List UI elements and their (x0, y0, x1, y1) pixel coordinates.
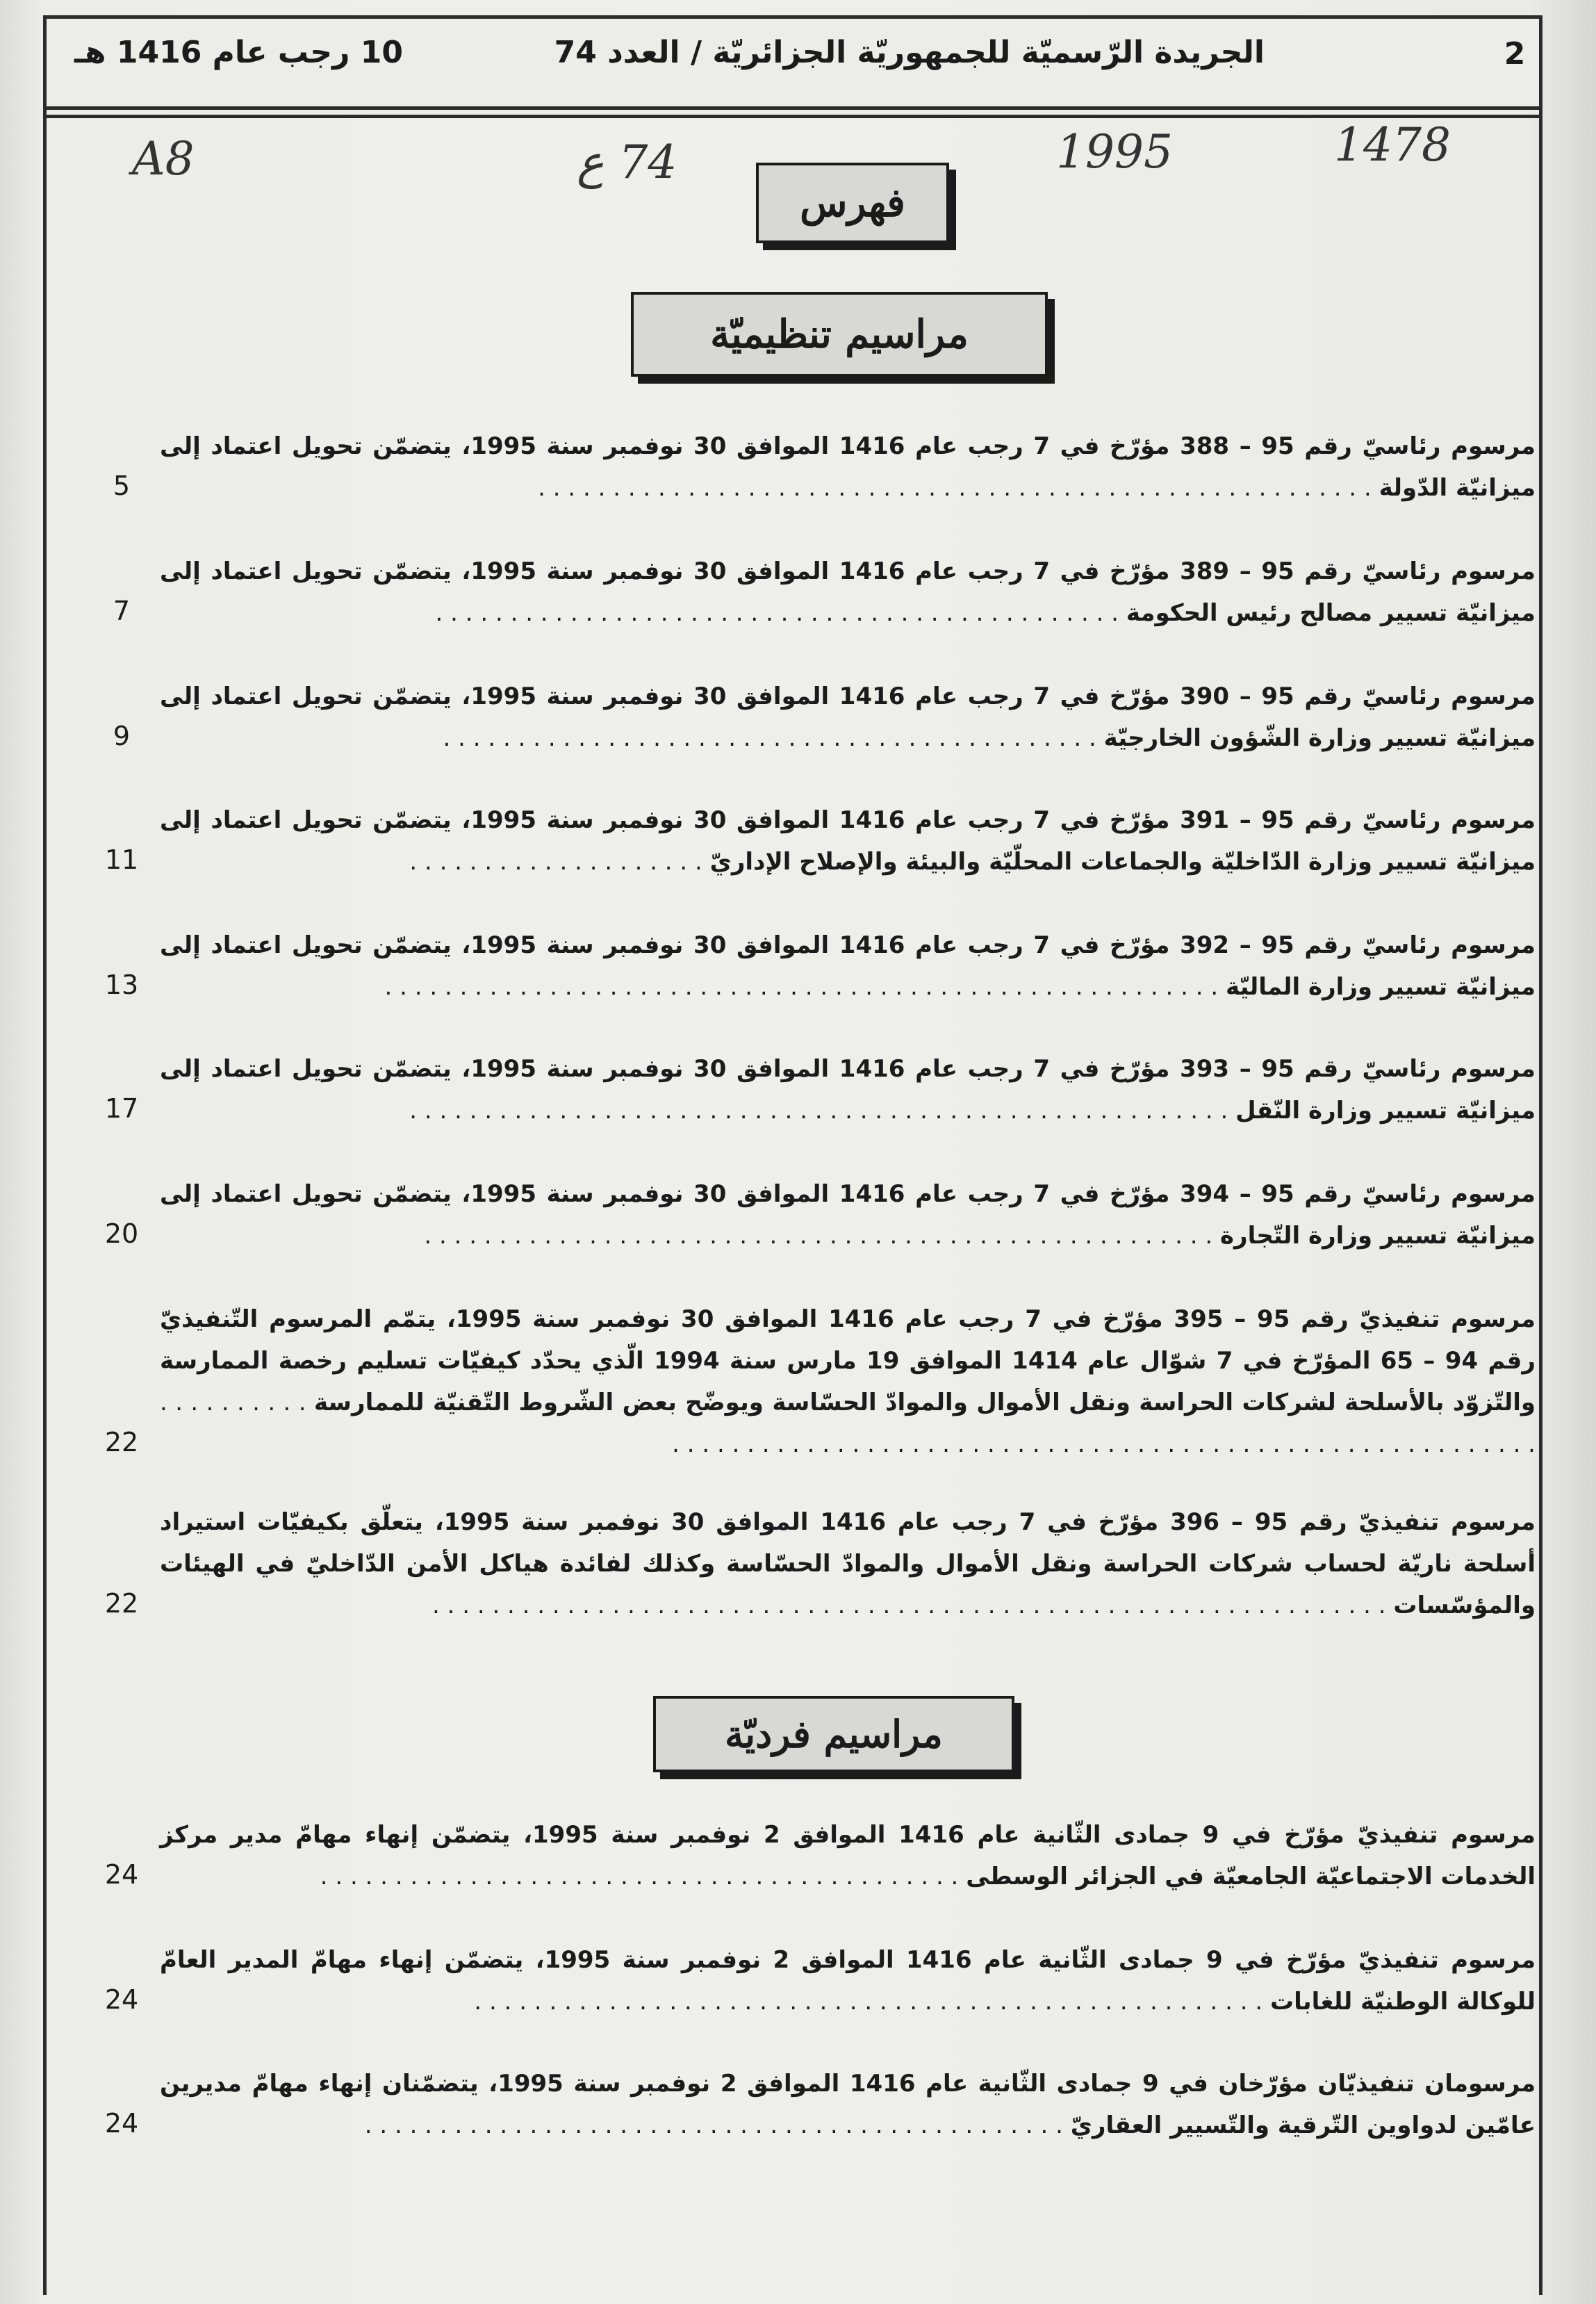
toc-entry-page: 5 (113, 471, 131, 501)
handwritten-note-left: A8 (132, 132, 195, 186)
individual-decrees-title-box (653, 1696, 1014, 1772)
handwritten-note-right: 1478 (1334, 118, 1451, 172)
toc-entry[interactable] (104, 1939, 1536, 2029)
toc-entry-page: 22 (104, 1588, 139, 1619)
header-page-number: 2 (1504, 36, 1526, 72)
index-title: فهرس (800, 180, 905, 226)
header-title: الجريدة الرّسميّة للجمهوريّة الجزائريّة / العدد 74 (554, 35, 1265, 70)
toc-entry-page: 17 (104, 1093, 139, 1124)
toc-entry-text: مرسوم تنفيذيّ مؤرّخ في 9 جمادى الثّانية عام 1416 الموافق 2 نوفمبر سنة 1995، يتضمّن إنهاء مهامّ المدير العامّ للوكالة الوطنيّة للغابات . . . . . . . . . . . . . . . . . . . . . . . . . . . . . . . . . . . . . . . . . . . . . . . . . . . . . (160, 1946, 1536, 2016)
toc-entry[interactable] (104, 2063, 1536, 2153)
toc-entry[interactable] (104, 425, 1536, 516)
header-rule (47, 106, 1539, 110)
handwritten-note-year: 1995 (1056, 125, 1173, 179)
toc-entry[interactable] (104, 1814, 1536, 1904)
toc-entry-text: مرسوم رئاسيّ رقم 95 – 389 مؤرّخ في 7 رجب عام 1416 الموافق 30 نوفمبر سنة 1995، يتضمّن تحويل اعتماد إلى ميزانيّة تسيير مصالح رئيس الحكومة . . . . . . . . . . . . . . . . . . . . . . . . . . . . . . . . . . . . . . . . . . . . . . (160, 557, 1536, 627)
toc-entry-page: 7 (113, 596, 131, 626)
toc-entry-text: مرسوم رئاسيّ رقم 95 – 393 مؤرّخ في 7 رجب عام 1416 الموافق 30 نوفمبر سنة 1995، يتضمّن تحويل اعتماد إلى ميزانيّة تسيير وزارة النّقل . . . . . . . . . . . . . . . . . . . . . . . . . . . . . . . . . . . . . . . . . . . . . . . . . . . . . . . (160, 1055, 1536, 1125)
toc-entry[interactable] (104, 924, 1536, 1015)
toc-entry-page: 9 (113, 721, 131, 751)
toc-entry-text: مرسوم رئاسيّ رقم 95 – 390 مؤرّخ في 7 رجب عام 1416 الموافق 30 نوفمبر سنة 1995، يتضمّن تحويل اعتماد إلى ميزانيّة تسيير وزارة الشّؤون الخارجيّة . . . . . . . . . . . . . . . . . . . . . . . . . . . . . . . . . . . . . . . . . . . . (160, 683, 1536, 752)
regulatory-decrees-title-box (631, 292, 1048, 377)
toc-entry-text: مرسوم رئاسيّ رقم 95 – 388 مؤرّخ في 7 رجب عام 1416 الموافق 30 نوفمبر سنة 1995، يتضمّن تحويل اعتماد إلى ميزانيّة الدّولة . . . . . . . . . . . . . . . . . . . . . . . . . . . . . . . . . . . . . . . . . . . . . . . . . . . . . . . . (160, 432, 1536, 502)
toc-entry-text: مرسومان تنفيذيّان مؤرّخان في 9 جمادى الثّانية عام 1416 الموافق 2 نوفمبر سنة 1995، يتضمّنان إنهاء مهامّ مديرين عامّين لدواوين التّرقية والتّسيير العقاريّ . . . . . . . . . . . . . . . . . . . . . . . . . . . . . . . . . . . . . . . . . . . . . . . (160, 2070, 1536, 2139)
toc-entry-page: 20 (104, 1218, 139, 1249)
toc-entry-text: مرسوم تنفيذيّ رقم 95 – 395 مؤرّخ في 7 رجب عام 1416 الموافق 30 نوفمبر سنة 1995، يتمّم المرسوم التّنفيذيّ رقم 94 – 65 المؤرّخ في 7 شوّال عام 1414 الموافق 19 مارس سنة 1994 الّذي يحدّد كيفيّات تسليم رخصة الممارسة والتّزوّد بالأسلحة لشركات الحراسة ونقل الأموال والموادّ الحسّاسة ويوضّح بعض الشّروط التّقنيّة للممارسة . . . . . . . . . . . . . . . . . . . . . . . . . . . . . . . . . . . . . . . . . . . . . . . . . . . . . . . . . . . . . . . . . . . . (160, 1305, 1536, 1458)
toc-entry[interactable] (104, 1173, 1536, 1264)
toc-entry-text: مرسوم تنفيذيّ رقم 95 – 396 مؤرّخ في 7 رجب عام 1416 الموافق 30 نوفمبر سنة 1995، يتعلّق بكيفيّات استيراد أسلحة ناريّة لحساب شركات الحراسة ونقل الأموال والموادّ الحسّاسة وكذلك لفائدة هياكل الأمن الدّاخليّ في الهيئات والمؤسّسات . . . . . . . . . . . . . . . . . . . . . . . . . . . . . . . . . . . . . . . . . . . . . . . . . . . . . . . . . . . . . . . . (160, 1508, 1536, 1619)
toc-entry-page: 13 (104, 970, 139, 1000)
toc-entry-page: 24 (104, 2108, 139, 2139)
index-title-box (756, 163, 949, 243)
toc-entry-page: 24 (104, 1859, 139, 1890)
handwritten-note-issue: 74 ع (577, 136, 677, 189)
toc-entry-page: 11 (104, 844, 139, 875)
toc-entry-text: مرسوم تنفيذيّ مؤرّخ في 9 جمادى الثّانية عام 1416 الموافق 2 نوفمبر سنة 1995، يتضمّن إنهاء مهامّ مدير مركز الخدمات الاجتماعيّة الجامعيّة في الجزائر الوسطى . . . . . . . . . . . . . . . . . . . . . . . . . . . . . . . . . . . . . . . . . . . (160, 1821, 1536, 1890)
toc-entry[interactable] (104, 1048, 1536, 1138)
toc-entry[interactable] (104, 1298, 1536, 1472)
toc-entry-text: مرسوم رئاسيّ رقم 95 – 392 مؤرّخ في 7 رجب عام 1416 الموافق 30 نوفمبر سنة 1995، يتضمّن تحويل اعتماد إلى ميزانيّة تسيير وزارة الماليّة . . . . . . . . . . . . . . . . . . . . . . . . . . . . . . . . . . . . . . . . . . . . . . . . . . . . . . . . (160, 931, 1536, 1001)
toc-entry-page: 22 (104, 1427, 139, 1457)
toc-entry-text: مرسوم رئاسيّ رقم 95 – 391 مؤرّخ في 7 رجب عام 1416 الموافق 30 نوفمبر سنة 1995، يتضمّن تحويل اعتماد إلى ميزانيّة تسيير وزارة الدّاخليّة والجماعات المحلّيّة والبيئة والإصلاح الإداريّ . . . . . . . . . . . . . . . . . . . . (160, 806, 1536, 876)
toc-entry-text: مرسوم رئاسيّ رقم 95 – 394 مؤرّخ في 7 رجب عام 1416 الموافق 30 نوفمبر سنة 1995، يتضمّن تحويل اعتماد إلى ميزانيّة تسيير وزارة التّجارة . . . . . . . . . . . . . . . . . . . . . . . . . . . . . . . . . . . . . . . . . . . . . . . . . . . . . (160, 1180, 1536, 1250)
toc-entry[interactable] (104, 799, 1536, 890)
toc-entry[interactable] (104, 676, 1536, 766)
toc-entry[interactable] (104, 550, 1536, 641)
toc-entry[interactable] (104, 1501, 1536, 1633)
regulatory-decrees-title: مراسيم تنظيميّة (710, 311, 969, 357)
toc-entry-page: 24 (104, 1984, 139, 2015)
header-date: 10 رجب عام 1416 هـ (74, 35, 403, 70)
individual-decrees-title: مراسيم فرديّة (725, 1712, 943, 1756)
